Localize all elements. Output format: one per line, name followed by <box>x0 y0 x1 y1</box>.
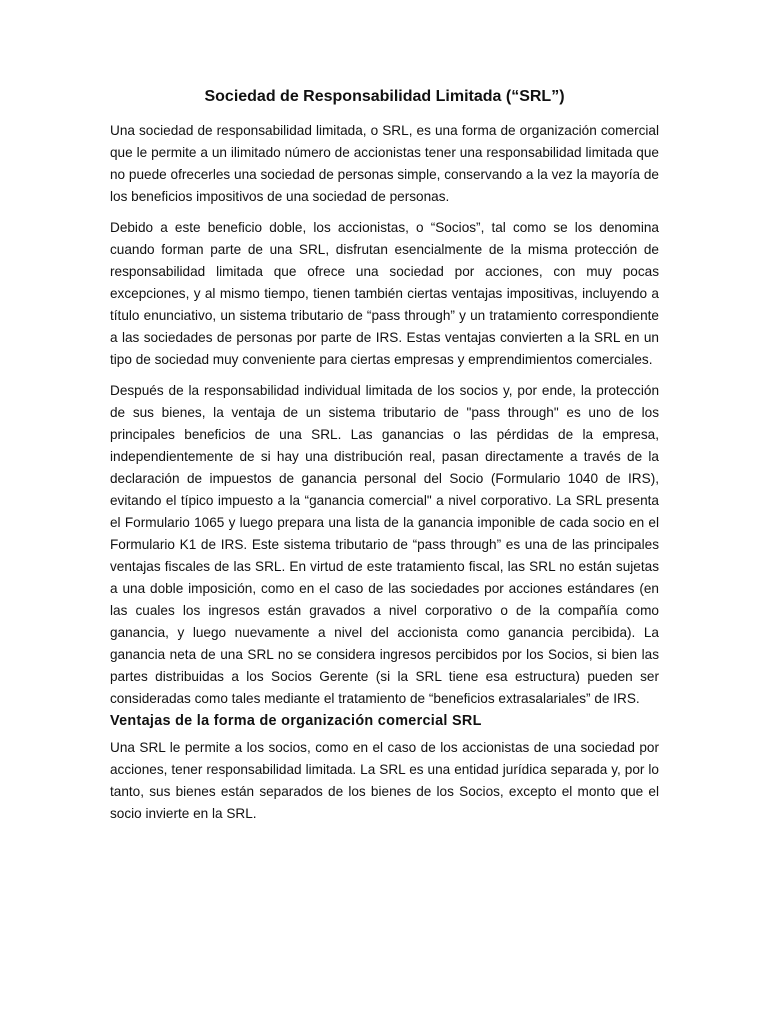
paragraph-intro: Una sociedad de responsabilidad limitada, o SRL, es una forma de organización comercial que le permite a un ilimitado número de accionistas tener una responsabilidad limitada que no puede ofrecerles una sociedad de personas simple, conservando a la vez la mayoría de los beneficios impositivos de una sociedad de personas. <box>110 123 659 204</box>
document-title: Sociedad de Responsabilidad Limitada (“SRL”) <box>204 88 565 105</box>
paragraph-pass-through: Después de la responsabilidad individual limitada de los socios y, por ende, la protección de sus bienes, la ventaja de un sistema tributario de "pass through" es uno de los principales beneficios de una SRL. Las ganancias o las pérdidas de la empresa, independientemente de si hay una distribución real, pasan directamente a través de la declaración de impuestos de ganancia personal del Socio (Formulario 1040 de IRS), evitando el típico impuesto a la “ganancia comercial" a nivel corporativo. La SRL presenta el Formulario 1065 y luego prepara una lista de la ganancia imponible de cada socio en el Formulario K1 de IRS. Este sistema tributario de “pass through” es una de las principales ventajas fiscales de las SRL. En virtud de este tratamiento fiscal, las SRL no están sujetas a una doble imposición, como en el caso de las sociedades por acciones estándares (en las cuales los ingresos están gravados a nivel corporativo o de la compañía como ganancia, y luego nuevamente a nivel del accionista como ganancia percibida). La ganancia neta de una SRL no se considera ingresos percibidos por los Socios, si bien las partes distribuidas a los Socios Gerente (si la SRL tiene esa estructura) pueden ser consideradas como tales mediante el tratamiento de “beneficios extrasalariales” de IRS. <box>110 383 659 706</box>
paragraph-benefits: Debido a este beneficio doble, los accionistas, o “Socios”, tal como se los denomina cuando forman parte de una SRL, disfrutan esencialmente de la misma protección de responsabilidad limitada que ofrece una sociedad por acciones, con muy pocas excepciones, y al mismo tiempo, tienen también ciertas ventajas impositivas, incluyendo a título enunciativo, un sistema tributario de “pass through” y un tratamiento correspondiente a las sociedades de personas por parte de IRS. Estas ventajas convierten a la SRL en un tipo de sociedad muy conveniente para ciertas empresas y emprendimientos comerciales. <box>110 220 659 367</box>
section-heading-advantages: Ventajas de la forma de organización comercial SRL <box>110 713 482 729</box>
paragraph-advantages: Una SRL le permite a los socios, como en el caso de los accionistas de una sociedad por acciones, tener responsabilidad limitada. La SRL es una entidad jurídica separada y, por lo tanto, sus bienes están separados de los bienes de los Socios, excepto el monto que el socio invierte en la SRL. <box>110 740 659 821</box>
